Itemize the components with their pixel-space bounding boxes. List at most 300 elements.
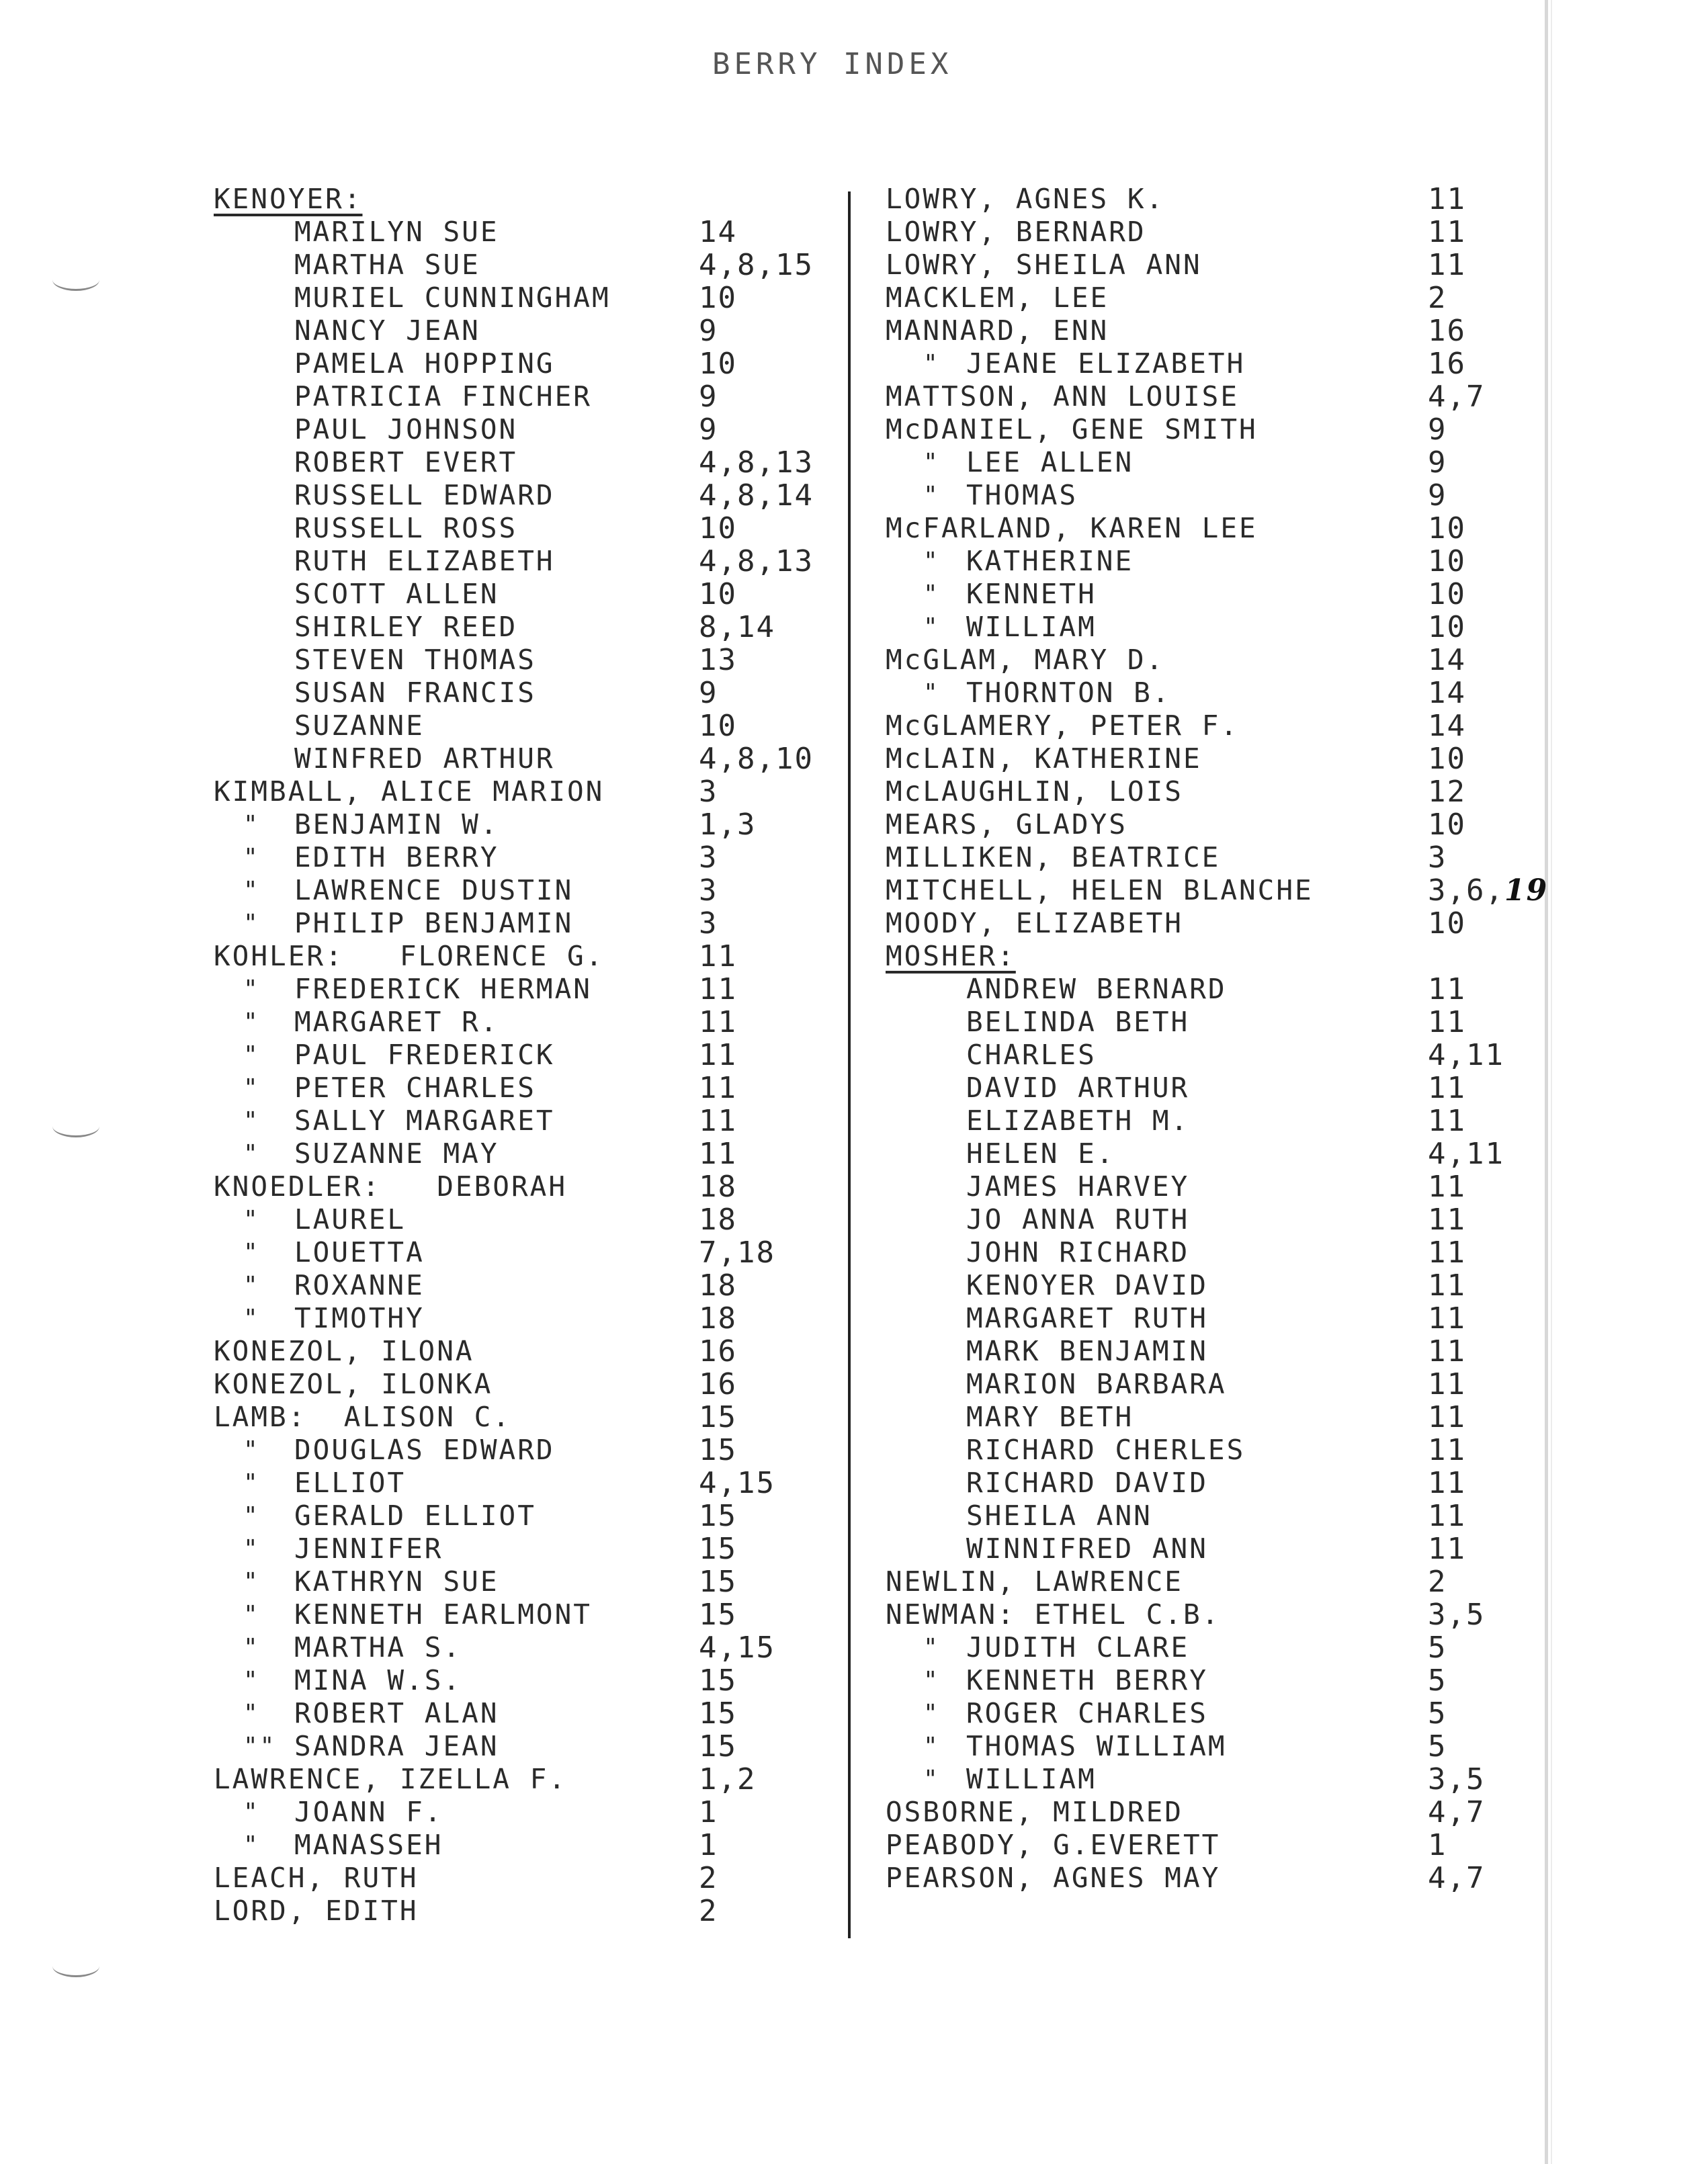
page-numbers: 11 xyxy=(1428,1499,1466,1533)
entry-pages xyxy=(1428,545,1466,578)
ditto-mark: " xyxy=(243,844,260,871)
entry-pages xyxy=(699,1895,718,1928)
index-entry xyxy=(214,1137,839,1170)
page-numbers: 5 xyxy=(1428,1631,1447,1665)
entry-pages xyxy=(699,940,737,973)
entry-name: MANNARD, ENN xyxy=(886,314,1109,347)
index-entry xyxy=(886,282,1544,314)
entry-pages xyxy=(699,545,814,578)
index-entry xyxy=(886,1039,1544,1072)
page-numbers: 15 xyxy=(699,1598,737,1632)
entry-pages xyxy=(699,677,718,709)
index-entry xyxy=(886,1006,1544,1039)
index-entry xyxy=(214,1368,839,1401)
entry-pages xyxy=(1428,1434,1466,1467)
entry-name: ELIZABETH M. xyxy=(966,1105,1190,1137)
index-entry xyxy=(214,1105,839,1137)
ditto-mark: " xyxy=(243,1305,260,1332)
page-numbers: 2 xyxy=(1428,1565,1447,1599)
page-numbers: 3 xyxy=(699,906,718,941)
page-numbers: 14 xyxy=(1428,709,1466,743)
ditto-mark: " xyxy=(243,1206,260,1234)
ditto-mark: " xyxy=(243,1799,260,1826)
page-edge-line xyxy=(1551,0,1552,2164)
index-entry xyxy=(214,940,839,973)
entry-name: SALLY MARGARET xyxy=(294,1105,555,1137)
page-numbers: 9 xyxy=(1428,478,1447,513)
page-numbers: 11 xyxy=(1428,1104,1466,1138)
entry-pages xyxy=(699,808,756,841)
index-entry xyxy=(886,1203,1544,1236)
ditto-mark: " xyxy=(243,811,260,838)
page-numbers: 4,7 xyxy=(1428,380,1486,414)
page-numbers: 11 xyxy=(1428,1170,1466,1204)
section-heading-text: KENOYER: xyxy=(214,183,363,215)
index-entry xyxy=(886,249,1544,282)
ditto-mark: " xyxy=(923,350,940,378)
entry-name: SANDRA JEAN xyxy=(294,1730,499,1762)
index-entry xyxy=(214,1763,839,1796)
entry-pages xyxy=(699,1039,737,1072)
entry-name: KENNETH BERRY xyxy=(966,1664,1208,1696)
entry-pages xyxy=(699,1664,737,1697)
page-numbers: 11 xyxy=(699,1038,737,1072)
entry-pages xyxy=(1428,1697,1447,1730)
page-numbers: 18 xyxy=(699,1203,737,1237)
entry-pages xyxy=(699,1236,775,1269)
entry-pages xyxy=(1428,1532,1466,1565)
entry-name: LAUREL xyxy=(294,1203,407,1236)
index-entry xyxy=(886,709,1544,742)
index-entry xyxy=(886,512,1544,545)
index-entry xyxy=(886,677,1544,709)
entry-name: ROGER CHARLES xyxy=(966,1697,1208,1729)
ditto-mark: " xyxy=(243,1239,260,1266)
punch-hole-mark xyxy=(52,1115,99,1137)
page-numbers: 11 xyxy=(1428,1466,1466,1500)
index-entry xyxy=(214,973,839,1006)
entry-pages xyxy=(699,578,737,611)
entry-name: MACKLEM, LEE xyxy=(886,282,1109,314)
page-numbers: 10 xyxy=(1428,906,1466,941)
entry-name: GERALD ELLIOT xyxy=(294,1500,536,1532)
entry-pages xyxy=(1428,874,1548,907)
index-entry xyxy=(886,578,1544,611)
index-entry xyxy=(886,1434,1544,1467)
entry-pages xyxy=(699,314,718,347)
index-entry xyxy=(214,1434,839,1467)
ditto-mark: " xyxy=(923,1700,940,1727)
entry-pages xyxy=(699,1203,737,1236)
entry-pages xyxy=(699,1401,737,1434)
entry-name: MINA W.S. xyxy=(294,1664,462,1696)
ditto-mark: " xyxy=(923,1667,940,1694)
index-entry xyxy=(886,907,1544,940)
entry-pages xyxy=(1428,841,1447,874)
entry-name: PEARSON, AGNES MAY xyxy=(886,1862,1221,1894)
entry-pages xyxy=(1428,446,1447,479)
entry-pages xyxy=(699,1532,737,1565)
page-numbers: 11 xyxy=(1428,1301,1466,1336)
page-numbers: 11 xyxy=(699,1005,737,1039)
index-entry xyxy=(886,973,1544,1006)
entry-pages xyxy=(699,446,814,479)
entry-name: PAUL FREDERICK xyxy=(294,1039,555,1071)
page-numbers: 4,15 xyxy=(699,1466,775,1500)
index-entry xyxy=(886,1598,1544,1631)
entry-name: BELINDA BETH xyxy=(966,1006,1190,1038)
index-entry xyxy=(214,1072,839,1105)
punch-hole-mark xyxy=(52,269,99,291)
page-numbers: 5 xyxy=(1428,1663,1447,1698)
page-numbers: 10 xyxy=(699,709,737,743)
ditto-mark: " xyxy=(243,1041,260,1069)
entry-pages xyxy=(699,1829,718,1862)
page-numbers: 15 xyxy=(699,1499,737,1533)
entry-name: OSBORNE, MILDRED xyxy=(886,1796,1183,1828)
entry-name: MURIEL CUNNINGHAM xyxy=(294,282,611,314)
entry-name: WILLIAM xyxy=(966,611,1097,643)
entry-pages xyxy=(699,775,718,808)
index-entry xyxy=(214,1631,839,1664)
entry-name: ROBERT ALAN xyxy=(294,1697,499,1729)
page-numbers: 4,15 xyxy=(699,1631,775,1665)
entry-name: MARTHA SUE xyxy=(294,249,480,281)
index-entry xyxy=(214,611,839,644)
entry-name: NANCY JEAN xyxy=(294,314,480,347)
index-entry xyxy=(214,578,839,611)
page-numbers: 15 xyxy=(699,1696,737,1731)
index-entry xyxy=(886,1730,1544,1763)
index-section-heading xyxy=(214,183,839,216)
entry-name: PEABODY, G.EVERETT xyxy=(886,1829,1221,1861)
entry-pages xyxy=(699,1763,756,1796)
entry-pages xyxy=(1428,775,1466,808)
index-entry xyxy=(214,644,839,677)
entry-pages xyxy=(1428,183,1466,216)
entry-pages xyxy=(1428,1236,1466,1269)
index-entry xyxy=(886,1697,1544,1730)
page-numbers: 3 xyxy=(699,873,718,908)
page-numbers: 10 xyxy=(1428,610,1466,644)
entry-pages xyxy=(1428,1335,1466,1368)
entry-pages xyxy=(1428,1072,1466,1105)
page-numbers: 9 xyxy=(699,676,718,710)
index-entry xyxy=(886,611,1544,644)
entry-pages xyxy=(699,1598,737,1631)
ditto-mark: " xyxy=(923,482,940,509)
page-numbers: 11 xyxy=(1428,1433,1466,1467)
index-entry xyxy=(214,314,839,347)
ditto-mark: " xyxy=(243,1568,260,1596)
entry-pages xyxy=(699,1072,737,1105)
ditto-mark: " xyxy=(243,1469,260,1497)
page-numbers: 11 xyxy=(1428,1268,1466,1303)
entry-name: STEVEN THOMAS xyxy=(294,644,536,676)
index-entry xyxy=(214,1006,839,1039)
left-index-column xyxy=(214,183,839,1928)
ditto-mark: " xyxy=(923,1733,940,1760)
entry-pages xyxy=(1428,1269,1466,1302)
entry-name: LOUETTA xyxy=(294,1236,425,1268)
entry-pages xyxy=(1428,1631,1447,1664)
index-entry xyxy=(886,1467,1544,1500)
page-numbers: 11 xyxy=(1428,1005,1466,1039)
index-entry xyxy=(886,1796,1544,1829)
entry-name: LAWRENCE, IZELLA F. xyxy=(214,1763,567,1795)
entry-name: MARION BARBARA xyxy=(966,1368,1227,1400)
page-numbers: 15 xyxy=(699,1433,737,1467)
entry-name: RUTH ELIZABETH xyxy=(294,545,555,577)
ditto-mark: " xyxy=(243,1535,260,1563)
index-entry xyxy=(886,380,1544,413)
index-entry xyxy=(214,677,839,709)
entry-pages xyxy=(699,973,737,1006)
entry-name: SUZANNE xyxy=(294,709,425,742)
entry-name: McGLAM, MARY D. xyxy=(886,644,1165,676)
ditto-mark: " xyxy=(243,1667,260,1694)
entry-name: KENOYER DAVID xyxy=(966,1269,1208,1301)
page-numbers: 3 xyxy=(699,840,718,875)
page-numbers: 4,11 xyxy=(1428,1038,1504,1072)
page-numbers: 10 xyxy=(699,347,737,381)
ditto-mark: " xyxy=(243,910,260,937)
entry-pages xyxy=(699,1697,737,1730)
entry-name: MILLIKEN, BEATRICE xyxy=(886,841,1221,873)
entry-name: KOHLER: FLORENCE G. xyxy=(214,940,605,972)
index-entry xyxy=(214,709,839,742)
index-entry xyxy=(214,874,839,907)
entry-pages xyxy=(699,644,737,677)
ditto-mark: " xyxy=(923,1766,940,1793)
entry-pages xyxy=(1428,380,1485,413)
page-numbers: 16 xyxy=(699,1367,737,1401)
entry-name: LOWRY, AGNES K. xyxy=(886,183,1165,215)
page-numbers: 3 xyxy=(699,775,718,809)
ditto-mark: " xyxy=(243,1502,260,1530)
page-numbers: 9 xyxy=(699,314,718,348)
right-index-column xyxy=(886,182,1549,1895)
index-entry xyxy=(214,479,839,512)
section-heading-text: MOSHER: xyxy=(886,940,1016,972)
index-entry xyxy=(886,314,1544,347)
entry-pages xyxy=(1428,808,1466,841)
page-numbers: 4,8,14 xyxy=(699,478,814,513)
entry-pages xyxy=(699,1500,737,1532)
entry-pages xyxy=(699,1434,737,1467)
page-numbers: 10 xyxy=(699,281,737,315)
entry-name: RUSSELL ROSS xyxy=(294,512,518,544)
entry-pages xyxy=(1428,1500,1466,1532)
index-entry xyxy=(214,1467,839,1500)
entry-name: BENJAMIN W. xyxy=(294,808,499,840)
entry-name: MARK BENJAMIN xyxy=(966,1335,1208,1367)
entry-pages xyxy=(1428,1467,1466,1500)
index-entry xyxy=(214,1203,839,1236)
page-numbers: 15 xyxy=(699,1729,737,1764)
index-entry xyxy=(886,1335,1544,1368)
page-numbers: 18 xyxy=(699,1170,737,1204)
entry-pages xyxy=(1428,709,1466,742)
entry-name: KATHRYN SUE xyxy=(294,1565,499,1598)
page-numbers: 11 xyxy=(1428,1071,1466,1105)
index-entry xyxy=(886,742,1544,775)
entry-name: PAMELA HOPPING xyxy=(294,347,555,380)
page-numbers: 9 xyxy=(1428,445,1447,480)
entry-name: PHILIP BENJAMIN xyxy=(294,907,574,939)
index-entry xyxy=(886,1565,1544,1598)
entry-name: LEE ALLEN xyxy=(966,446,1134,478)
entry-pages xyxy=(1428,1796,1485,1829)
index-entry xyxy=(886,1500,1544,1532)
page-numbers: 2 xyxy=(1428,281,1447,315)
index-entry xyxy=(886,479,1544,512)
entry-pages xyxy=(699,1006,737,1039)
index-entry xyxy=(886,1137,1544,1170)
ditto-mark: " xyxy=(923,679,940,707)
index-entry xyxy=(214,1895,839,1928)
ditto-mark: " xyxy=(923,548,940,575)
entry-pages xyxy=(699,1302,737,1335)
ditto-mark: " xyxy=(243,1436,260,1464)
ditto-mark: " xyxy=(243,976,260,1003)
page-numbers: 3,5 xyxy=(1428,1598,1486,1632)
entry-name: NEWLIN, LAWRENCE xyxy=(886,1565,1183,1598)
entry-name: THORNTON B. xyxy=(966,677,1171,709)
page-numbers: 11 xyxy=(1428,1400,1466,1434)
ditto-mark: " xyxy=(243,1634,260,1661)
entry-name: MANASSEH xyxy=(294,1829,443,1861)
entry-name: MARILYN SUE xyxy=(294,216,499,248)
entry-pages xyxy=(1428,611,1466,644)
page-numbers: 11 xyxy=(1428,248,1466,282)
index-entry xyxy=(214,1796,839,1829)
entry-name: DAVID ARTHUR xyxy=(966,1072,1190,1104)
entry-pages xyxy=(699,1137,737,1170)
entry-name: SHIRLEY REED xyxy=(294,611,518,643)
index-entry xyxy=(214,1269,839,1302)
entry-pages xyxy=(699,1335,737,1368)
entry-name: EDITH BERRY xyxy=(294,841,499,873)
page-numbers: 3,6, xyxy=(1428,873,1504,908)
entry-pages xyxy=(1428,512,1466,545)
entry-pages xyxy=(699,907,718,940)
page-numbers: 11 xyxy=(699,939,737,973)
entry-name: KONEZOL, ILONKA xyxy=(214,1368,493,1400)
entry-pages xyxy=(1428,1302,1466,1335)
handwritten-page-number: 19 xyxy=(1504,873,1549,908)
index-entry xyxy=(886,1105,1544,1137)
entry-pages xyxy=(699,216,737,249)
entry-name: KNOEDLER: DEBORAH xyxy=(214,1170,567,1203)
ditto-mark: " xyxy=(243,1008,260,1036)
page-numbers: 12 xyxy=(1428,775,1466,809)
entry-name: JAMES HARVEY xyxy=(966,1170,1190,1203)
ditto-mark: " xyxy=(243,1831,260,1859)
entry-pages xyxy=(1428,479,1447,512)
entry-name: JUDITH CLARE xyxy=(966,1631,1190,1663)
page-numbers: 10 xyxy=(1428,742,1466,776)
index-entry xyxy=(886,1401,1544,1434)
entry-pages xyxy=(699,1269,737,1302)
entry-pages xyxy=(1428,907,1466,940)
column-divider xyxy=(848,191,851,1938)
entry-pages xyxy=(699,413,718,446)
entry-name: MARGARET RUTH xyxy=(966,1302,1208,1334)
page-numbers: 1,2 xyxy=(699,1762,757,1797)
page-numbers: 15 xyxy=(699,1400,737,1434)
index-entry xyxy=(214,775,839,808)
entry-pages xyxy=(1428,216,1466,249)
entry-pages xyxy=(1428,249,1466,282)
page-numbers: 4,11 xyxy=(1428,1137,1504,1171)
entry-pages xyxy=(699,1796,718,1829)
entry-pages xyxy=(699,1565,737,1598)
entry-pages xyxy=(1428,1829,1447,1862)
entry-pages xyxy=(1428,1763,1485,1796)
entry-pages xyxy=(1428,1565,1447,1598)
index-entry xyxy=(214,446,839,479)
page-numbers: 10 xyxy=(1428,808,1466,842)
page-numbers: 9 xyxy=(1428,413,1447,447)
index-entry xyxy=(886,1269,1544,1302)
index-entry xyxy=(214,1039,839,1072)
index-entry xyxy=(886,808,1544,841)
index-entry xyxy=(886,1302,1544,1335)
entry-pages xyxy=(699,611,775,644)
index-entry xyxy=(214,1730,839,1763)
page-numbers: 16 xyxy=(699,1334,737,1369)
index-entry xyxy=(886,446,1544,479)
ditto-mark: " xyxy=(923,1634,940,1661)
page-numbers: 14 xyxy=(699,215,737,249)
entry-name: WILLIAM xyxy=(966,1763,1097,1795)
index-entry xyxy=(886,1072,1544,1105)
entry-name: WINFRED ARTHUR xyxy=(294,742,555,775)
entry-name: PAUL JOHNSON xyxy=(294,413,518,445)
entry-name: MEARS, GLADYS xyxy=(886,808,1127,840)
entry-pages xyxy=(699,1467,775,1500)
entry-name: SUSAN FRANCIS xyxy=(294,677,536,709)
entry-pages xyxy=(699,1631,775,1664)
index-entry xyxy=(214,841,839,874)
index-entry xyxy=(886,347,1544,380)
index-entry xyxy=(214,1302,839,1335)
page-numbers: 11 xyxy=(699,1104,737,1138)
page-numbers: 9 xyxy=(699,380,718,414)
page-numbers: 13 xyxy=(699,643,737,677)
ditto-mark: " xyxy=(243,877,260,904)
entry-pages xyxy=(1428,1170,1466,1203)
index-entry xyxy=(214,249,839,282)
ditto-mark: " xyxy=(243,1601,260,1629)
entry-name: MATTSON, ANN LOUISE xyxy=(886,380,1239,413)
page-numbers: 11 xyxy=(1428,182,1466,216)
entry-pages xyxy=(699,874,718,907)
page-numbers: 3,5 xyxy=(1428,1762,1486,1797)
ditto-mark: " xyxy=(243,1107,260,1135)
index-entry xyxy=(886,775,1544,808)
page-edge-shadow xyxy=(1545,0,1548,2164)
page-numbers: 18 xyxy=(699,1268,737,1303)
page-numbers: 10 xyxy=(1428,577,1466,611)
entry-pages xyxy=(1428,1401,1466,1434)
entry-name: ELLIOT xyxy=(294,1467,407,1499)
index-entry xyxy=(886,1763,1544,1796)
entry-name: McLAUGHLIN, LOIS xyxy=(886,775,1183,808)
entry-name: McGLAMERY, PETER F. xyxy=(886,709,1239,742)
entry-name: MOODY, ELIZABETH xyxy=(886,907,1183,939)
